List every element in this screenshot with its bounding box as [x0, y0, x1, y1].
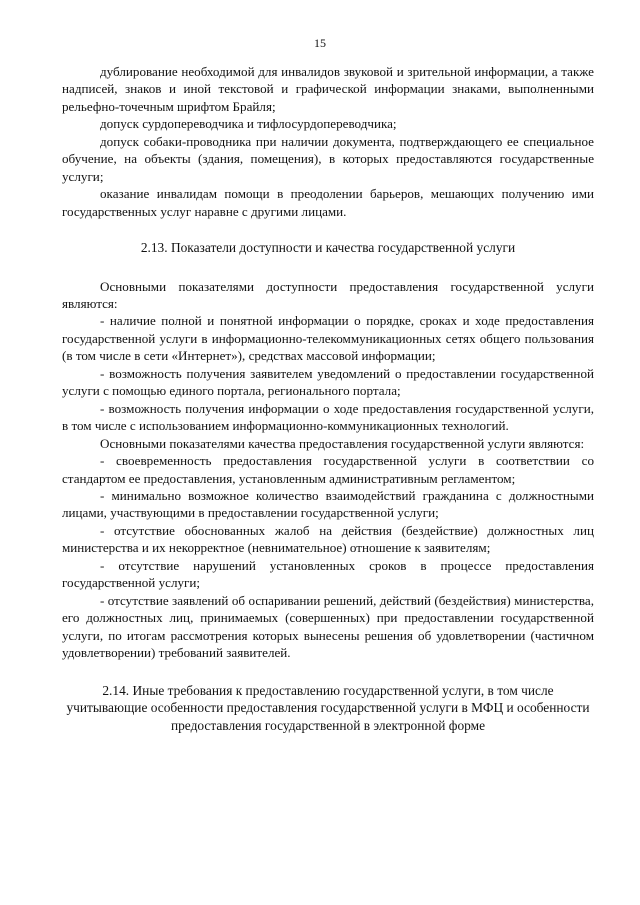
paragraph-braille-duplication: дублирование необходимой для инвалидов звуковой и зрительной информации, а также надписей, знаков и иной текстовой и графической информации знаками, выполненными рельефно-точечным шрифтом Брайля; [62, 64, 594, 114]
list-item-information-availability: - наличие полной и понятной информации о порядке, сроках и ходе предоставления государственной услуги в информационно-телекоммуникационных сетях общего пользования (в том числе в сети «Интернет»), средствах массовой информации; [62, 313, 594, 364]
list-item-minimal-interactions: - минимально возможное количество взаимодействий гражданина с должностными лицами, участвующими в предоставлении государственной услуги; [62, 487, 594, 521]
list-item-notifications: - возможность получения заявителем уведомлений о предоставлении государственной услуги с помощью единого портала, регионального портала; [62, 365, 594, 399]
paragraph-accessibility-intro: Основными показателями доступности предоставления государственной услуги являются: [62, 278, 594, 311]
paragraph-guide-dog: допуск собаки-проводника при наличии документа, подтверждающего ее специальное обучение, на объекты (здания, помещения), в которых предоставляются государственные услуги; [62, 133, 594, 184]
section-heading-2-13: 2.13. Показатели доступности и качества государственной услуги [140, 240, 516, 256]
list-item-no-deadline-violations: - отсутствие нарушений установленных сроков в процессе предоставления государственной услуги; [62, 557, 594, 591]
page-number: 15 [314, 36, 326, 50]
document-body [62, 63, 594, 735]
paragraph-assistance: оказание инвалидам помощи в преодолении барьеров, мешающих получению ими государственных услуг наравне с другими лицами. [62, 186, 594, 219]
list-item-no-complaints: - отсутствие обоснованных жалоб на действия (бездействие) должностных лиц министерства и их некорректное (невнимательное) отношение к заявителям; [62, 522, 594, 556]
list-item-progress-info: - возможность получения информации о ходе предоставления государственной услуги, в том числе с использованием информационно-коммуникационных технологий. [62, 400, 594, 434]
paragraph-quality-intro: Основными показателями качества предоставления государственной услуги являются: [100, 435, 585, 451]
list-item-timeliness: - своевременность предоставления государственной услуги в соответствии со стандартом ее предоставления, установленным административным регламентом; [62, 453, 594, 486]
list-item-no-appeals: - отсутствие заявлений об оспаривании решений, действий (бездействия) министерства, его должностных лиц, принимаемых (совершенных) при предоставлении государственной услуги, по итогам рассмотрения которых вынесены решения об удовлетворении (частичном удовлетворении) требований заявителей. [62, 592, 594, 661]
paragraph-sign-interpreter: допуск сурдопереводчика и тифлосурдопереводчика; [100, 116, 397, 132]
section-heading-2-14: 2.14. Иные требования к предоставлению государственной услуги, в том числе учитывающие особенности предоставления государственной услуги в МФЦ и особенности предоставления государственной в электронной форме [66, 682, 590, 734]
